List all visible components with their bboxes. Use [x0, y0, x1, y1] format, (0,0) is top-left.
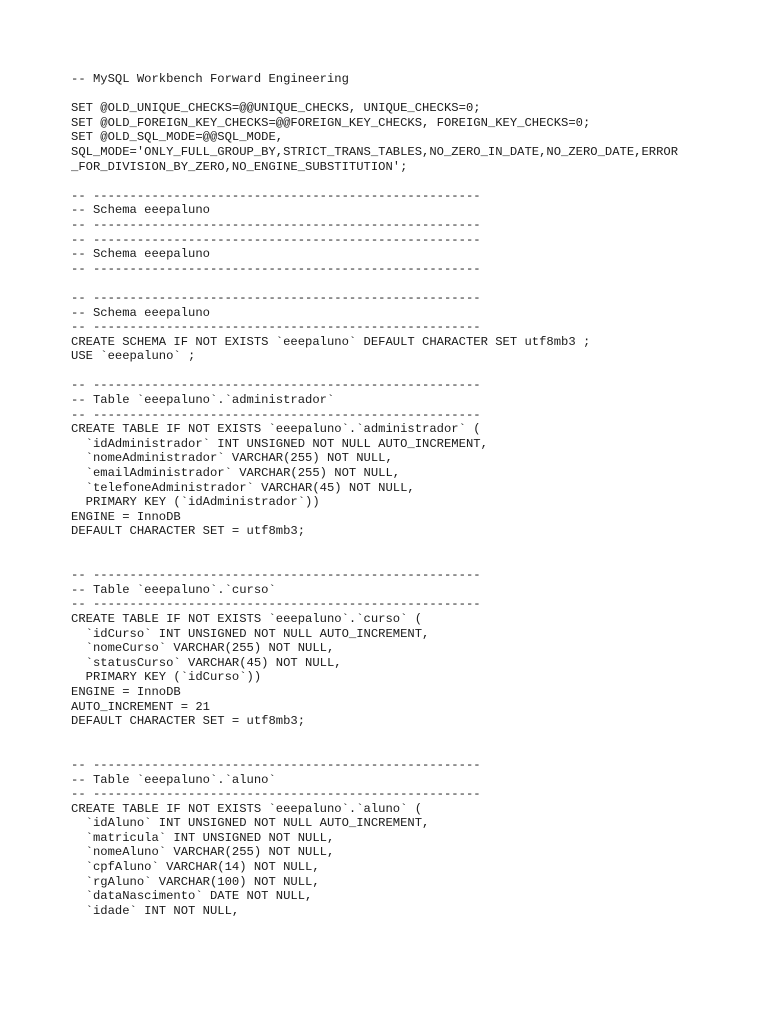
code-line: AUTO_INCREMENT = 21	[71, 699, 210, 714]
code-line: -- -----------------------------------------------------	[71, 597, 481, 612]
code-line: `idade` INT NOT NULL,	[71, 903, 240, 918]
code-line: `nomeAluno` VARCHAR(255) NOT NULL,	[71, 845, 335, 860]
code-line: -- -----------------------------------------------------	[71, 232, 481, 247]
code-line: _FOR_DIVISION_BY_ZERO,NO_ENGINE_SUBSTITUTION';	[71, 159, 408, 174]
code-line: `idAdministrador` INT UNSIGNED NOT NULL AUTO_INCREMENT,	[71, 436, 488, 451]
code-line	[71, 87, 761, 102]
code-line: -- Table `eeepaluno`.`aluno`	[71, 772, 276, 787]
code-line: CREATE TABLE IF NOT EXISTS `eeepaluno`.`administrador` (	[71, 422, 481, 437]
code-line: -- -----------------------------------------------------	[71, 378, 481, 393]
code-line	[71, 539, 761, 554]
code-line: SET @OLD_FOREIGN_KEY_CHECKS=@@FOREIGN_KEY_CHECKS, FOREIGN_KEY_CHECKS=0;	[71, 115, 591, 130]
code-line: SET @OLD_UNIQUE_CHECKS=@@UNIQUE_CHECKS, UNIQUE_CHECKS=0;	[71, 101, 481, 116]
code-line: PRIMARY KEY (`idAdministrador`))	[71, 495, 320, 510]
code-line: `emailAdministrador` VARCHAR(255) NOT NULL,	[71, 466, 401, 481]
code-line: `cpfAluno` VARCHAR(14) NOT NULL,	[71, 860, 320, 875]
code-line: PRIMARY KEY (`idCurso`))	[71, 670, 262, 685]
code-line: `idCurso` INT UNSIGNED NOT NULL AUTO_INCREMENT,	[71, 626, 430, 641]
code-line: `rgAluno` VARCHAR(100) NOT NULL,	[71, 874, 320, 889]
code-line: `idAluno` INT UNSIGNED NOT NULL AUTO_INCREMENT,	[71, 816, 430, 831]
code-line: `nomeCurso` VARCHAR(255) NOT NULL,	[71, 641, 335, 656]
code-line	[71, 729, 761, 744]
code-line: -- -----------------------------------------------------	[71, 568, 481, 583]
code-line: ENGINE = InnoDB	[71, 509, 181, 524]
code-line: -- -----------------------------------------------------	[71, 261, 481, 276]
code-line: -- -----------------------------------------------------	[71, 757, 481, 772]
code-line: -- Schema eeepaluno	[71, 203, 210, 218]
code-line: SQL_MODE='ONLY_FULL_GROUP_BY,STRICT_TRANS_TABLES,NO_ZERO_IN_DATE,NO_ZERO_DATE,ERROR	[71, 144, 679, 159]
code-line: `statusCurso` VARCHAR(45) NOT NULL,	[71, 655, 342, 670]
code-line: DEFAULT CHARACTER SET = utf8mb3;	[71, 714, 306, 729]
code-line	[71, 276, 761, 291]
code-line: DEFAULT CHARACTER SET = utf8mb3;	[71, 524, 306, 539]
code-line: -- Schema eeepaluno	[71, 305, 210, 320]
code-line: -- -----------------------------------------------------	[71, 188, 481, 203]
code-line: -- MySQL Workbench Forward Engineering	[71, 72, 349, 86]
code-line	[71, 743, 761, 758]
code-line	[71, 174, 761, 189]
code-line: -- Table `eeepaluno`.`curso`	[71, 582, 276, 597]
code-line: ENGINE = InnoDB	[71, 684, 181, 699]
code-line: `dataNascimento` DATE NOT NULL,	[71, 889, 313, 904]
code-line: `telefoneAdministrador` VARCHAR(45) NOT NULL,	[71, 480, 415, 495]
code-line: -- -----------------------------------------------------	[71, 217, 481, 232]
code-line: SET @OLD_SQL_MODE=@@SQL_MODE,	[71, 130, 284, 145]
code-line: -- Schema eeepaluno	[71, 247, 210, 262]
code-line: -- -----------------------------------------------------	[71, 320, 481, 335]
code-line: USE `eeepaluno` ;	[71, 349, 196, 364]
code-line: CREATE TABLE IF NOT EXISTS `eeepaluno`.`aluno` (	[71, 801, 423, 816]
code-line: -- -----------------------------------------------------	[71, 787, 481, 802]
code-line: -- -----------------------------------------------------	[71, 407, 481, 422]
code-line: -- Table `eeepaluno`.`administrador`	[71, 393, 335, 408]
code-line: `nomeAdministrador` VARCHAR(255) NOT NULL,	[71, 451, 393, 466]
code-line: CREATE SCHEMA IF NOT EXISTS `eeepaluno` DEFAULT CHARACTER SET utf8mb3 ;	[71, 334, 591, 349]
code-line	[71, 554, 761, 569]
code-line: -- -----------------------------------------------------	[71, 290, 481, 305]
code-line: CREATE TABLE IF NOT EXISTS `eeepaluno`.`curso` (	[71, 611, 423, 626]
code-line	[71, 364, 761, 379]
sql-document	[71, 72, 761, 918]
code-line: `matricula` INT UNSIGNED NOT NULL,	[71, 830, 335, 845]
